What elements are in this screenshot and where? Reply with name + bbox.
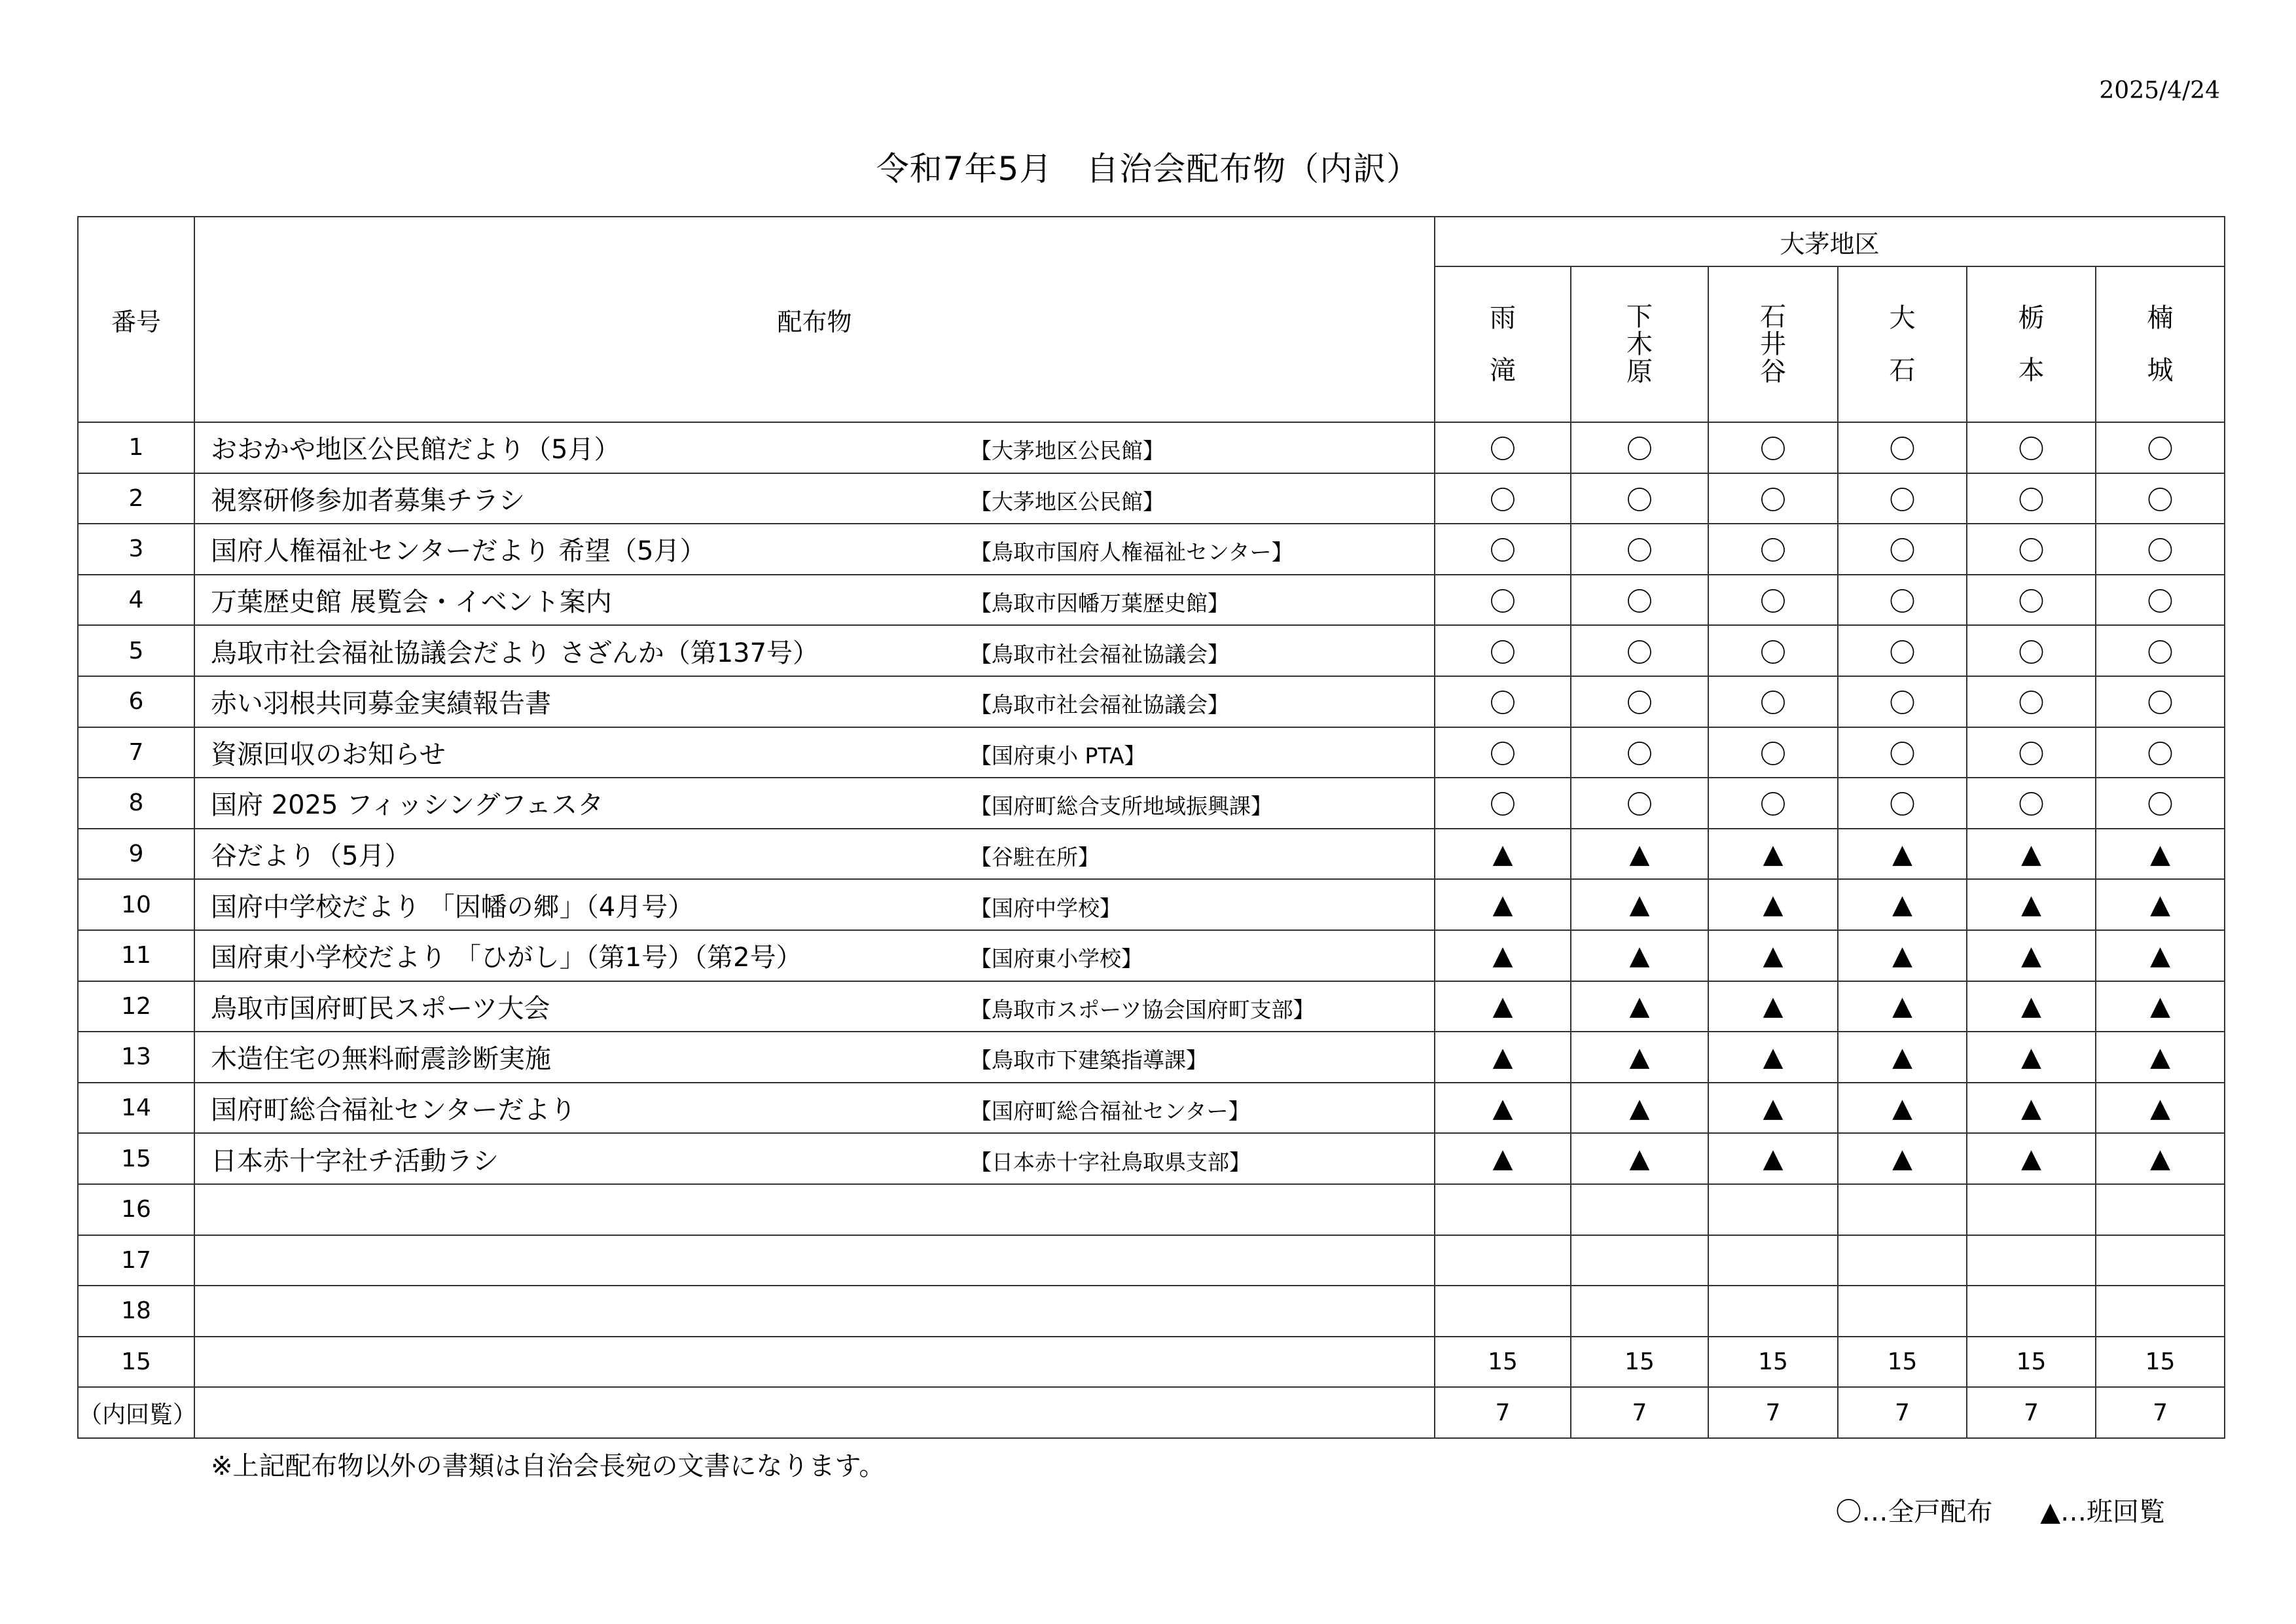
table-row xyxy=(78,1286,2225,1337)
distribution-mark: ▲ xyxy=(1708,1133,1838,1184)
distribution-mark: 〇 xyxy=(1435,422,1571,473)
table-row xyxy=(78,1235,2225,1286)
distribution-mark: 〇 xyxy=(1435,676,1571,727)
item-source: 【日本赤十字社鳥取県支部】 xyxy=(970,1149,1251,1175)
distribution-mark: 〇 xyxy=(2096,473,2225,524)
distribution-mark: ▲ xyxy=(2096,930,2225,981)
distribution-mark: 〇 xyxy=(1708,625,1838,676)
row-number: 7 xyxy=(78,727,194,778)
table-row xyxy=(78,879,2225,930)
total-count: 15 xyxy=(1435,1337,1571,1388)
district-label: 下木原 xyxy=(1626,301,1653,387)
item-name: 資源回収のお知らせ xyxy=(211,739,446,770)
distribution-mark: ▲ xyxy=(1435,829,1571,880)
row-number: 11 xyxy=(78,930,194,981)
table-row xyxy=(78,930,2225,981)
district-header xyxy=(1967,266,2096,422)
district-group-header: 大茅地区 xyxy=(1435,217,2225,266)
distribution-mark: 〇 xyxy=(2096,778,2225,829)
row-number: 6 xyxy=(78,676,194,727)
distribution-mark: ▲ xyxy=(1967,1083,2096,1134)
distribution-mark: 〇 xyxy=(1571,727,1708,778)
distribution-mark: 〇 xyxy=(1435,778,1571,829)
total-count: 15 xyxy=(2096,1337,2225,1388)
distribution-mark: ▲ xyxy=(1435,879,1571,930)
legend xyxy=(1797,1491,2165,1528)
distribution-mark: ▲ xyxy=(2096,1133,2225,1184)
distribution-mark xyxy=(1571,1235,1708,1286)
distribution-mark xyxy=(2096,1184,2225,1235)
distribution-mark: 〇 xyxy=(1571,575,1708,626)
distribution-mark: ▲ xyxy=(1708,1083,1838,1134)
item-source: 【国府中学校】 xyxy=(970,895,1121,921)
total-count: 15 xyxy=(1708,1337,1838,1388)
distribution-mark xyxy=(1967,1184,2096,1235)
table-row xyxy=(78,727,2225,778)
distribution-mark xyxy=(1571,1286,1708,1337)
item-name: 谷だより（5月） xyxy=(211,841,411,872)
distribution-mark: ▲ xyxy=(1571,829,1708,880)
district-label: 楠城 xyxy=(2147,303,2174,386)
distribution-mark: 〇 xyxy=(1838,473,1967,524)
table-row xyxy=(78,778,2225,829)
distribution-mark: ▲ xyxy=(1435,1032,1571,1083)
distribution-mark: 〇 xyxy=(1838,778,1967,829)
distribution-mark: 〇 xyxy=(1571,625,1708,676)
total-label: 15 xyxy=(78,1337,194,1388)
district-header xyxy=(1838,266,1967,422)
footnote: ※上記配布物以外の書類は自治会長宛の文書になります。 xyxy=(211,1451,886,1481)
distribution-mark: 〇 xyxy=(1838,575,1967,626)
distribution-mark: ▲ xyxy=(1708,981,1838,1032)
item-cell xyxy=(194,930,1435,981)
distribution-mark: 〇 xyxy=(1838,727,1967,778)
distribution-mark: 〇 xyxy=(1571,422,1708,473)
distribution-mark xyxy=(1571,1184,1708,1235)
distribution-mark: 〇 xyxy=(1838,625,1967,676)
distribution-mark: ▲ xyxy=(1967,1032,2096,1083)
distribution-mark: 〇 xyxy=(1435,473,1571,524)
distribution-mark xyxy=(1708,1235,1838,1286)
distribution-mark: 〇 xyxy=(1708,422,1838,473)
distribution-mark: ▲ xyxy=(1708,1032,1838,1083)
distribution-mark: ▲ xyxy=(1838,981,1967,1032)
distribution-mark: ▲ xyxy=(1435,981,1571,1032)
distribution-mark: ▲ xyxy=(2096,829,2225,880)
distribution-mark: ▲ xyxy=(1838,930,1967,981)
distribution-mark: ▲ xyxy=(1571,879,1708,930)
distribution-mark: ▲ xyxy=(1571,930,1708,981)
distribution-mark: 〇 xyxy=(1708,473,1838,524)
row-number: 15 xyxy=(78,1133,194,1184)
item-name: 万葉歴史館 展覧会・イベント案内 xyxy=(211,587,612,618)
row-number: 4 xyxy=(78,575,194,626)
distribution-mark xyxy=(1435,1286,1571,1337)
distribution-mark: 〇 xyxy=(2096,625,2225,676)
item-cell xyxy=(194,879,1435,930)
distribution-mark: ▲ xyxy=(1838,1032,1967,1083)
distribution-mark xyxy=(1435,1235,1571,1286)
item-cell xyxy=(194,727,1435,778)
district-header xyxy=(1571,266,1708,422)
distribution-mark: 〇 xyxy=(1838,524,1967,575)
circulation-count: 7 xyxy=(1435,1387,1571,1438)
total-row xyxy=(78,1337,2225,1388)
distribution-mark: 〇 xyxy=(1708,778,1838,829)
distribution-mark: 〇 xyxy=(1967,676,2096,727)
distribution-mark: ▲ xyxy=(1838,1133,1967,1184)
distribution-mark: ▲ xyxy=(1571,1133,1708,1184)
row-number: 3 xyxy=(78,524,194,575)
district-header xyxy=(1435,266,1571,422)
item-name: おおかや地区公民館だより（5月） xyxy=(211,435,620,465)
distribution-mark: ▲ xyxy=(1967,829,2096,880)
item-source: 【国府町総合支所地域振興課】 xyxy=(970,793,1272,820)
item-source: 【谷駐在所】 xyxy=(970,844,1100,871)
row-number: 2 xyxy=(78,473,194,524)
distribution-mark: 〇 xyxy=(2096,676,2225,727)
distribution-mark: 〇 xyxy=(1435,727,1571,778)
distribution-mark: 〇 xyxy=(1967,727,2096,778)
distribution-mark: 〇 xyxy=(1967,575,2096,626)
distribution-mark: ▲ xyxy=(1708,930,1838,981)
circulation-count: 7 xyxy=(1708,1387,1838,1438)
distribution-mark: 〇 xyxy=(1967,778,2096,829)
item-source: 【鳥取市下建築指導課】 xyxy=(970,1047,1208,1074)
table-row xyxy=(78,1184,2225,1235)
row-number: 10 xyxy=(78,879,194,930)
circulation-count: 7 xyxy=(1838,1387,1967,1438)
circulation-item-cell xyxy=(194,1387,1435,1438)
distribution-mark: ▲ xyxy=(2096,879,2225,930)
item-cell xyxy=(194,575,1435,626)
item-name: 国府町総合福祉センターだより xyxy=(211,1095,577,1126)
item-source: 【鳥取市社会福祉協議会】 xyxy=(970,692,1229,718)
distribution-mark xyxy=(2096,1235,2225,1286)
page-title: 令和7年5月 自治会配布物（内訳） xyxy=(876,150,1420,188)
district-label: 雨滝 xyxy=(1490,303,1516,386)
distribution-mark: 〇 xyxy=(1708,575,1838,626)
item-cell xyxy=(194,473,1435,524)
total-count: 15 xyxy=(1571,1337,1708,1388)
table-row xyxy=(78,625,2225,676)
item-name: 視察研修参加者募集チラシ xyxy=(211,485,525,516)
item-cell xyxy=(194,676,1435,727)
table-row xyxy=(78,1133,2225,1184)
distribution-mark: ▲ xyxy=(1967,879,2096,930)
distribution-mark: 〇 xyxy=(1967,625,2096,676)
item-source: 【国府東小 PTA】 xyxy=(970,742,1146,768)
district-label: 大石 xyxy=(1889,303,1916,386)
distribution-mark xyxy=(1967,1235,2096,1286)
distribution-mark: ▲ xyxy=(1838,829,1967,880)
distribution-mark: ▲ xyxy=(1435,930,1571,981)
district-header xyxy=(1708,266,1838,422)
item-name: 赤い羽根共同募金実績報告書 xyxy=(211,689,551,719)
item-name: 国府 2025 フィッシングフェスタ xyxy=(211,790,604,821)
distribution-mark: ▲ xyxy=(1435,1133,1571,1184)
item-name: 鳥取市国府町民スポーツ大会 xyxy=(211,993,550,1024)
distribution-mark: ▲ xyxy=(1967,981,2096,1032)
row-number: 12 xyxy=(78,981,194,1032)
item-name: 国府東小学校だより 「ひがし」（第1号）（第2号） xyxy=(211,943,802,973)
table-row xyxy=(78,1032,2225,1083)
table-row xyxy=(78,676,2225,727)
distribution-mark xyxy=(1838,1235,1967,1286)
table-row xyxy=(78,829,2225,880)
distribution-mark: 〇 xyxy=(1571,676,1708,727)
item-cell xyxy=(194,1133,1435,1184)
table-row xyxy=(78,524,2225,575)
distribution-mark: 〇 xyxy=(1967,473,2096,524)
distribution-mark xyxy=(1435,1184,1571,1235)
circulation-count: 7 xyxy=(1967,1387,2096,1438)
row-number: 5 xyxy=(78,625,194,676)
item-cell xyxy=(194,422,1435,473)
distribution-mark: 〇 xyxy=(2096,575,2225,626)
distribution-mark: ▲ xyxy=(1571,1032,1708,1083)
distribution-mark: ▲ xyxy=(1435,1083,1571,1134)
district-label: 石井谷 xyxy=(1760,301,1786,387)
total-count: 15 xyxy=(1967,1337,2096,1388)
distribution-mark xyxy=(2096,1286,2225,1337)
row-number: 18 xyxy=(78,1286,194,1337)
row-number: 14 xyxy=(78,1083,194,1134)
distribution-mark: 〇 xyxy=(1571,778,1708,829)
item-cell xyxy=(194,778,1435,829)
item-source: 【鳥取市因幡万葉歴史館】 xyxy=(970,590,1229,617)
distribution-mark: ▲ xyxy=(2096,1083,2225,1134)
item-cell xyxy=(194,1083,1435,1134)
item-source: 【国府町総合福祉センター】 xyxy=(970,1098,1250,1125)
row-number: 9 xyxy=(78,829,194,880)
item-cell xyxy=(194,625,1435,676)
distribution-table xyxy=(77,216,2225,1439)
item-source: 【鳥取市スポーツ協会国府町支部】 xyxy=(970,996,1315,1022)
table-row xyxy=(78,1083,2225,1134)
table-row xyxy=(78,981,2225,1032)
item-cell xyxy=(194,829,1435,880)
circulation-count: 7 xyxy=(1571,1387,1708,1438)
circulation-label: （内回覧） xyxy=(78,1387,194,1438)
row-number: 8 xyxy=(78,778,194,829)
distribution-mark: 〇 xyxy=(1708,524,1838,575)
district-header xyxy=(2096,266,2225,422)
distribution-mark: ▲ xyxy=(1708,879,1838,930)
table-row xyxy=(78,422,2225,473)
distribution-mark xyxy=(1708,1286,1838,1337)
distribution-mark: 〇 xyxy=(1435,575,1571,626)
legend-circulation: ▲…班回覧 xyxy=(2040,1497,2165,1527)
item-source: 【大茅地区公民館】 xyxy=(970,488,1164,514)
item-cell xyxy=(194,1032,1435,1083)
distribution-mark: ▲ xyxy=(1838,1083,1967,1134)
distribution-mark: 〇 xyxy=(1838,676,1967,727)
distribution-mark: ▲ xyxy=(2096,1032,2225,1083)
item-source: 【国府東小学校】 xyxy=(970,946,1143,972)
distribution-mark: ▲ xyxy=(2096,981,2225,1032)
item-name: 国府中学校だより 「因幡の郷」（4月号） xyxy=(211,892,694,922)
distribution-mark: 〇 xyxy=(1967,422,2096,473)
distribution-mark xyxy=(1708,1184,1838,1235)
item-cell xyxy=(194,524,1435,575)
distribution-mark: 〇 xyxy=(1571,473,1708,524)
distribution-mark: ▲ xyxy=(1571,981,1708,1032)
distribution-mark: 〇 xyxy=(1708,727,1838,778)
distribution-mark: 〇 xyxy=(1708,676,1838,727)
circulation-count: 7 xyxy=(2096,1387,2225,1438)
distribution-mark xyxy=(1967,1286,2096,1337)
distribution-mark: ▲ xyxy=(1967,1133,2096,1184)
row-number: 16 xyxy=(78,1184,194,1235)
distribution-mark: ▲ xyxy=(1571,1083,1708,1134)
distribution-mark: ▲ xyxy=(1838,879,1967,930)
item-cell xyxy=(194,1286,1435,1337)
item-source: 【鳥取市国府人権福祉センター】 xyxy=(970,539,1293,566)
item-source: 【大茅地区公民館】 xyxy=(970,438,1164,464)
row-number: 13 xyxy=(78,1032,194,1083)
distribution-mark: 〇 xyxy=(1435,625,1571,676)
item-cell xyxy=(194,1184,1435,1235)
distribution-mark: 〇 xyxy=(1967,524,2096,575)
item-name: 木造住宅の無料耐震診断実施 xyxy=(211,1044,551,1075)
item-cell xyxy=(194,981,1435,1032)
total-count: 15 xyxy=(1838,1337,1967,1388)
distribution-mark: 〇 xyxy=(2096,524,2225,575)
legend-all-households: 〇…全戸配布 xyxy=(1835,1497,1993,1527)
item-header: 配布物 xyxy=(194,217,1435,422)
table-row xyxy=(78,575,2225,626)
table-row xyxy=(78,473,2225,524)
row-number: 1 xyxy=(78,422,194,473)
total-item-cell xyxy=(194,1337,1435,1388)
distribution-mark: 〇 xyxy=(2096,727,2225,778)
distribution-mark: 〇 xyxy=(2096,422,2225,473)
distribution-mark: 〇 xyxy=(1435,524,1571,575)
district-label: 栃本 xyxy=(2018,303,2045,386)
item-source: 【鳥取市社会福祉協議会】 xyxy=(970,641,1229,667)
distribution-mark: 〇 xyxy=(1571,524,1708,575)
item-cell xyxy=(194,1235,1435,1286)
row-number: 17 xyxy=(78,1235,194,1286)
distribution-mark: 〇 xyxy=(1838,422,1967,473)
distribution-mark: ▲ xyxy=(1708,829,1838,880)
distribution-mark xyxy=(1838,1286,1967,1337)
item-name: 日本赤十字社チ活動ラシ xyxy=(211,1146,499,1176)
distribution-mark: ▲ xyxy=(1967,930,2096,981)
number-header: 番号 xyxy=(78,217,194,422)
item-name: 国府人権福祉センターだより 希望（5月） xyxy=(211,536,706,567)
item-name: 鳥取市社会福祉協議会だより さざんか（第137号） xyxy=(211,638,819,668)
distribution-mark xyxy=(1838,1184,1967,1235)
circulation-row xyxy=(78,1387,2225,1438)
document-date: 2025/4/24 xyxy=(2099,77,2220,104)
